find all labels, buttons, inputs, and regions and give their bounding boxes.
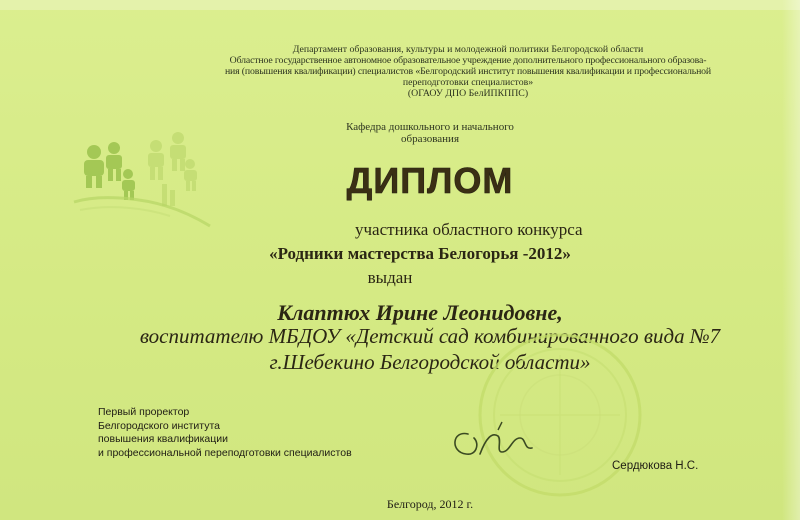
signatory-name: Сердюкова Н.С. (612, 460, 699, 472)
diploma-title: ДИПЛОМ (346, 160, 514, 201)
signer-line-1: Первый проректор (98, 406, 190, 418)
recipient-role: воспитателю МБДОУ «Детский сад комбинированного вида №7 (139, 324, 721, 348)
signer-line-2: Белгородского института (98, 419, 220, 432)
header-line-3: ния (повышения квалификации) специалистов «Белгородский институт повышения квалификации и профессиональной (224, 66, 712, 77)
contest-name: «Родники мастерства Белогорья -2012» (269, 244, 571, 263)
top-edge-highlight (0, 0, 800, 10)
header-line-2: Областное государственное автономное образовательное учреждение дополнительного профессионального образова- (229, 55, 707, 66)
signer-line-4: и профессиональной переподготовки специалистов (98, 446, 352, 459)
header-line-5: (ОГАОУ ДПО БелИПКППС) (407, 88, 529, 99)
header-line-4: переподготовки специалистов» (402, 77, 534, 88)
header-line-1: Департамент образования, культуры и молодежной политики Белгородской области (292, 44, 644, 55)
issued-line: выдан (367, 268, 413, 287)
participant-line: участника областного конкурса (355, 220, 583, 239)
signer-line-3: повышения квалификации (98, 433, 228, 445)
right-edge-highlight (782, 0, 800, 520)
department-name: Кафедра дошкольного и начального образования (346, 121, 514, 145)
recipient-name: Клаптюх Ирине Леонидовне, (277, 300, 563, 325)
signer-title (98, 406, 418, 460)
city-date: Белгород, 2012 г. (386, 497, 474, 511)
institution-header (168, 44, 768, 99)
children-school-logo-icon (70, 124, 220, 229)
recipient-location: г.Шебекино Белгородской области» (269, 350, 591, 374)
handwritten-signature-icon (440, 408, 550, 468)
